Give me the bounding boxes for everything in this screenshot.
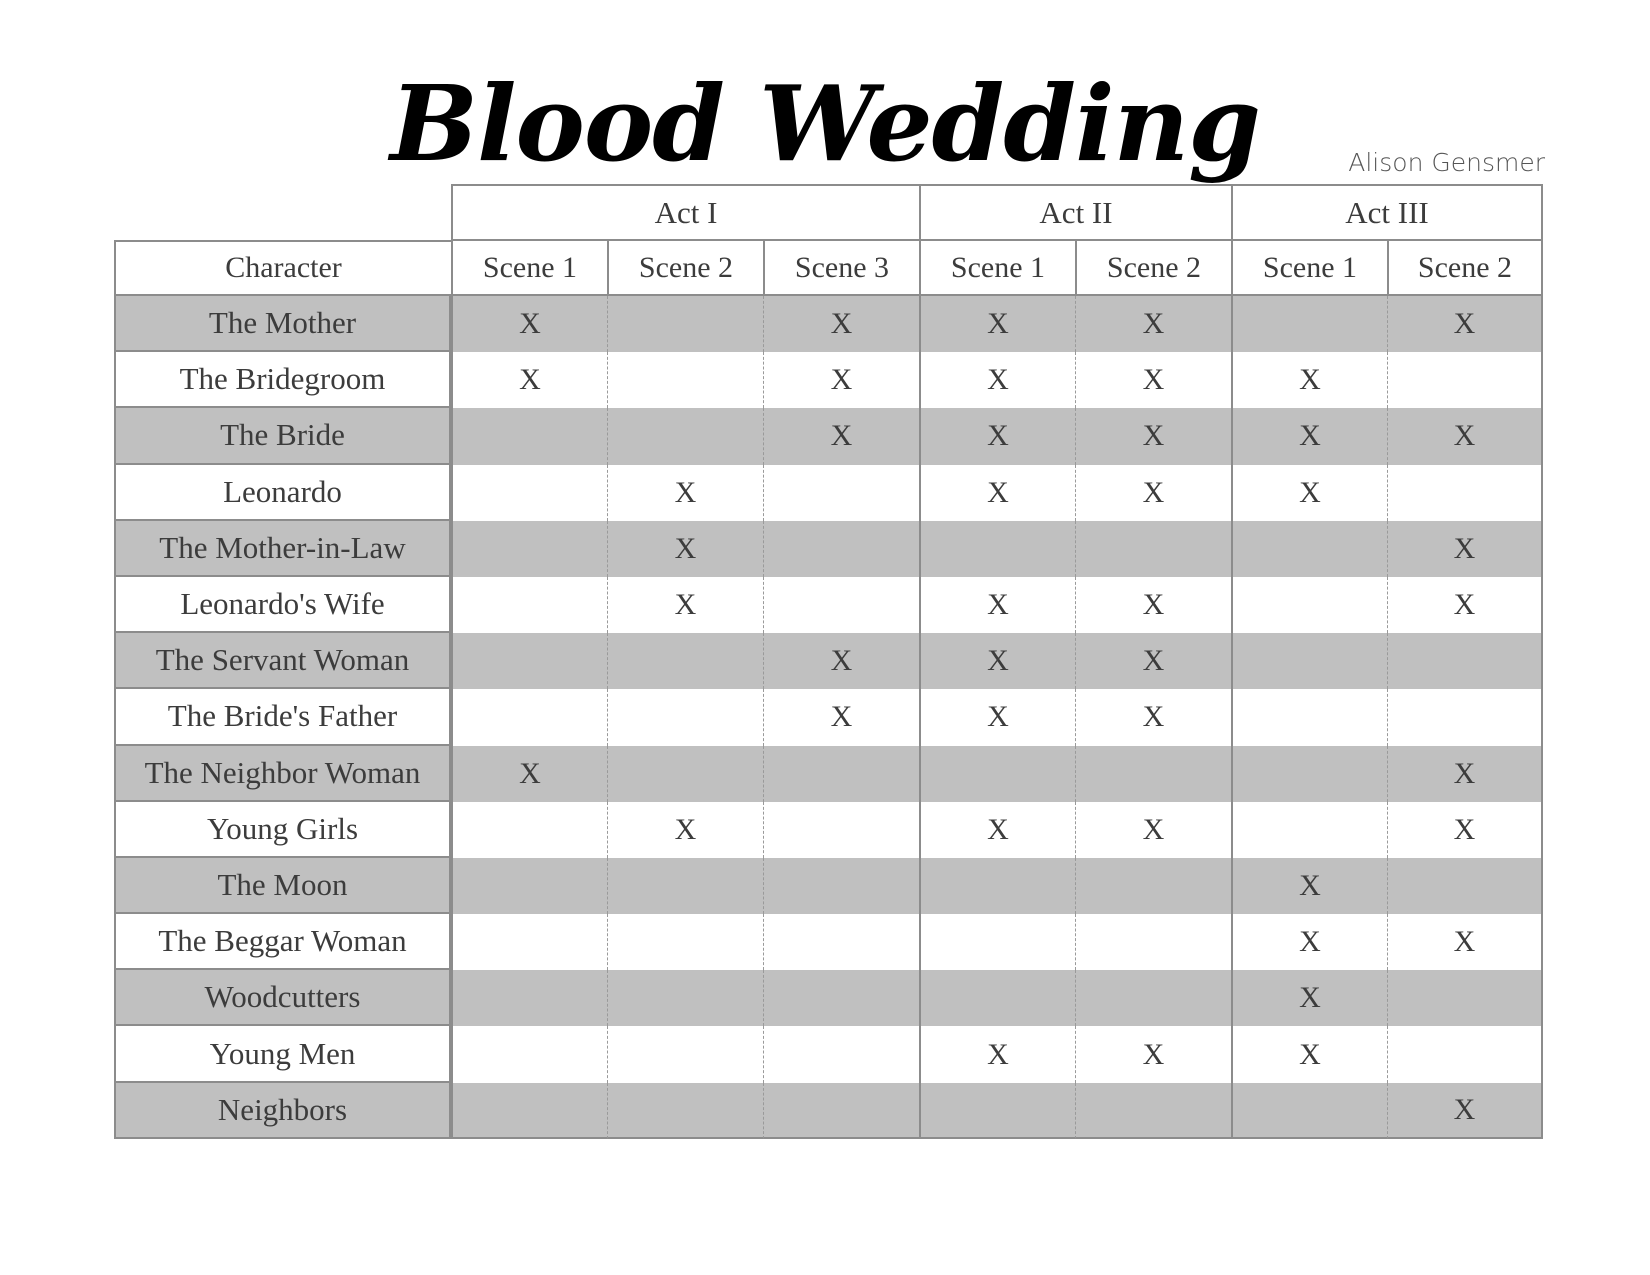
empty-cell	[1231, 296, 1387, 352]
empty-cell	[763, 858, 919, 914]
empty-cell	[1387, 970, 1543, 1026]
empty-cell	[607, 746, 763, 802]
appearance-mark: X	[919, 465, 1075, 521]
character-name: The Neighbor Woman	[114, 746, 451, 802]
empty-cell	[1075, 858, 1231, 914]
appearance-mark: X	[1387, 408, 1543, 464]
character-name: The Bride's Father	[114, 689, 451, 745]
empty-cell	[763, 970, 919, 1026]
appearance-mark: X	[1075, 352, 1231, 408]
character-name: The Bride	[114, 408, 451, 464]
appearance-mark: X	[763, 689, 919, 745]
empty-cell	[763, 746, 919, 802]
empty-cell	[607, 1083, 763, 1139]
scene-header: Scene 1	[919, 240, 1075, 296]
empty-cell	[1231, 633, 1387, 689]
empty-cell	[763, 521, 919, 577]
character-name: The Bridegroom	[114, 352, 451, 408]
author-name: Alison Gensmer	[1348, 148, 1545, 177]
empty-cell	[919, 858, 1075, 914]
character-name: The Moon	[114, 858, 451, 914]
empty-cell	[607, 1026, 763, 1082]
empty-cell	[451, 914, 607, 970]
appearance-mark: X	[763, 408, 919, 464]
appearance-mark: X	[607, 802, 763, 858]
appearance-mark: X	[763, 633, 919, 689]
empty-cell	[919, 970, 1075, 1026]
appearance-mark: X	[607, 465, 763, 521]
scene-header: Scene 1	[451, 240, 607, 296]
empty-cell	[451, 802, 607, 858]
character-name: The Beggar Woman	[114, 914, 451, 970]
empty-cell	[1075, 914, 1231, 970]
scene-header: Scene 1	[1231, 240, 1387, 296]
appearance-mark: X	[919, 802, 1075, 858]
appearance-mark: X	[919, 577, 1075, 633]
empty-cell	[607, 408, 763, 464]
scene-header: Scene 3	[763, 240, 919, 296]
scene-header: Scene 2	[1075, 240, 1231, 296]
appearance-mark: X	[607, 577, 763, 633]
act-header: Act III	[1231, 184, 1543, 240]
appearance-mark: X	[919, 633, 1075, 689]
appearance-mark: X	[451, 296, 607, 352]
empty-cell	[451, 633, 607, 689]
empty-cell	[1387, 1026, 1543, 1082]
appearance-mark: X	[1231, 465, 1387, 521]
appearance-mark: X	[1231, 970, 1387, 1026]
empty-cell	[1075, 970, 1231, 1026]
appearance-mark: X	[1231, 352, 1387, 408]
empty-cell	[1231, 1083, 1387, 1139]
character-scene-table	[114, 184, 1543, 1139]
empty-cell	[763, 1026, 919, 1082]
appearance-mark: X	[1231, 914, 1387, 970]
empty-cell	[1075, 521, 1231, 577]
empty-cell	[451, 689, 607, 745]
empty-cell	[1075, 746, 1231, 802]
appearance-mark: X	[607, 521, 763, 577]
appearance-mark: X	[919, 1026, 1075, 1082]
empty-cell	[919, 914, 1075, 970]
empty-cell	[607, 633, 763, 689]
empty-cell	[607, 352, 763, 408]
empty-cell	[1231, 746, 1387, 802]
empty-cell	[763, 914, 919, 970]
empty-cell	[919, 521, 1075, 577]
empty-cell	[1231, 521, 1387, 577]
character-name: Woodcutters	[114, 970, 451, 1026]
scene-header: Scene 2	[607, 240, 763, 296]
appearance-mark: X	[1231, 1026, 1387, 1082]
empty-cell	[451, 521, 607, 577]
character-column-header: Character	[114, 240, 451, 296]
appearance-mark: X	[1075, 633, 1231, 689]
empty-cell	[451, 1026, 607, 1082]
appearance-mark: X	[763, 296, 919, 352]
empty-cell	[763, 465, 919, 521]
empty-cell	[451, 577, 607, 633]
character-name: The Servant Woman	[114, 633, 451, 689]
scene-header: Scene 2	[1387, 240, 1543, 296]
appearance-mark: X	[1075, 577, 1231, 633]
appearance-mark: X	[919, 296, 1075, 352]
appearance-mark: X	[1231, 858, 1387, 914]
empty-cell	[763, 802, 919, 858]
empty-cell	[451, 408, 607, 464]
empty-cell	[1075, 1083, 1231, 1139]
appearance-mark: X	[1387, 1083, 1543, 1139]
empty-cell	[1231, 577, 1387, 633]
appearance-mark: X	[1075, 296, 1231, 352]
empty-cell	[451, 465, 607, 521]
document-title: Blood Wedding	[390, 62, 1260, 185]
character-name: Leonardo's Wife	[114, 577, 451, 633]
appearance-mark: X	[1075, 802, 1231, 858]
character-name: Neighbors	[114, 1083, 451, 1139]
appearance-mark: X	[1387, 577, 1543, 633]
empty-cell	[763, 577, 919, 633]
empty-cell	[1387, 858, 1543, 914]
act-header: Act I	[451, 184, 919, 240]
empty-cell	[1231, 689, 1387, 745]
appearance-mark: X	[1387, 914, 1543, 970]
empty-cell	[1387, 689, 1543, 745]
appearance-mark: X	[1387, 746, 1543, 802]
appearance-mark: X	[919, 408, 1075, 464]
appearance-mark: X	[1075, 1026, 1231, 1082]
appearance-mark: X	[1075, 408, 1231, 464]
empty-cell	[1231, 802, 1387, 858]
appearance-mark: X	[1387, 296, 1543, 352]
appearance-mark: X	[763, 352, 919, 408]
character-name: The Mother	[114, 296, 451, 352]
character-name: Young Men	[114, 1026, 451, 1082]
appearance-mark: X	[1387, 521, 1543, 577]
empty-cell	[607, 970, 763, 1026]
empty-cell	[1387, 465, 1543, 521]
empty-cell	[451, 858, 607, 914]
empty-cell	[451, 1083, 607, 1139]
empty-cell	[1387, 352, 1543, 408]
appearance-mark: X	[919, 352, 1075, 408]
empty-cell	[919, 1083, 1075, 1139]
appearance-mark: X	[451, 352, 607, 408]
appearance-mark: X	[451, 746, 607, 802]
empty-cell	[607, 689, 763, 745]
character-name: Leonardo	[114, 465, 451, 521]
appearance-mark: X	[1075, 465, 1231, 521]
corner-blank	[114, 184, 451, 240]
empty-cell	[919, 746, 1075, 802]
empty-cell	[763, 1083, 919, 1139]
character-name: The Mother-in-Law	[114, 521, 451, 577]
empty-cell	[451, 970, 607, 1026]
appearance-mark: X	[1231, 408, 1387, 464]
appearance-mark: X	[919, 689, 1075, 745]
appearance-mark: X	[1075, 689, 1231, 745]
appearance-mark: X	[1387, 802, 1543, 858]
empty-cell	[607, 914, 763, 970]
empty-cell	[1387, 633, 1543, 689]
empty-cell	[607, 296, 763, 352]
act-header: Act II	[919, 184, 1231, 240]
empty-cell	[607, 858, 763, 914]
character-name: Young Girls	[114, 802, 451, 858]
